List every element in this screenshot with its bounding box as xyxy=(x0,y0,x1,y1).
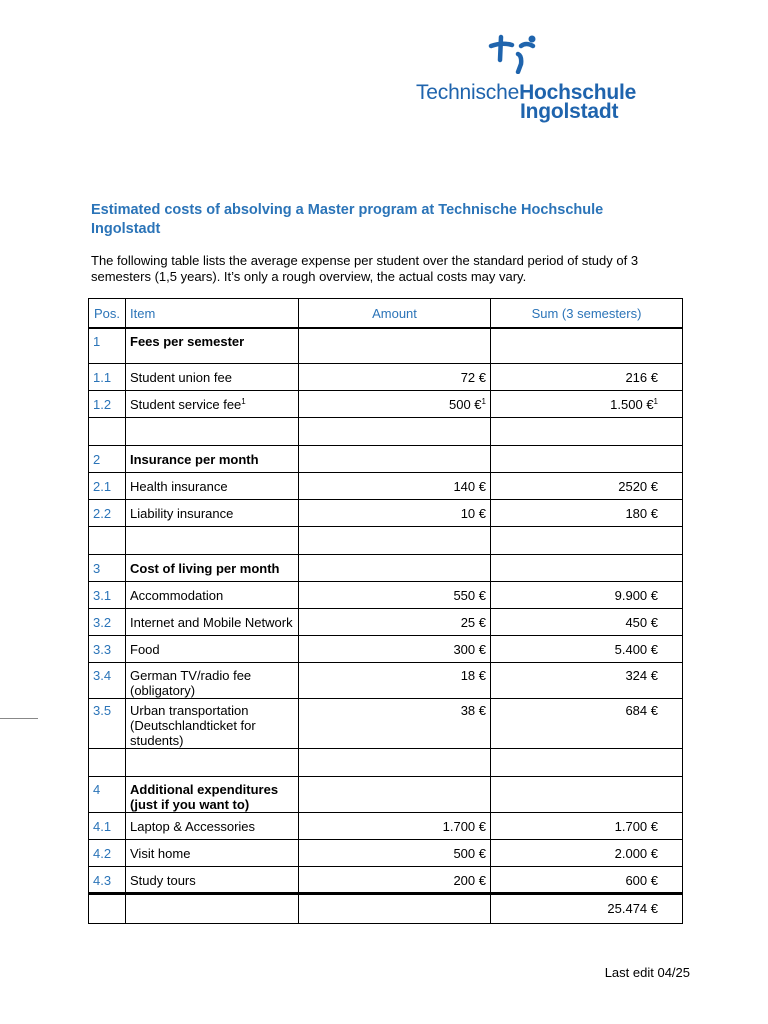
logo-word-hochschule: Hochschule xyxy=(519,81,637,104)
row-item: Internet and Mobile Network xyxy=(126,608,299,635)
table-row-blank xyxy=(89,748,683,776)
row-sum xyxy=(491,776,683,812)
row-item: German TV/radio fee (obligatory) xyxy=(126,662,299,698)
row-amount xyxy=(299,776,491,812)
table-row xyxy=(89,499,683,526)
row-pos: 3.1 xyxy=(89,581,126,608)
row-amount xyxy=(299,390,491,417)
row-pos: 1.2 xyxy=(89,390,126,417)
row-pos: 3.4 xyxy=(89,662,126,698)
header-item: Item xyxy=(126,299,299,329)
table-header-row xyxy=(89,299,683,329)
university-logo xyxy=(416,34,646,124)
row-pos: 2.2 xyxy=(89,499,126,526)
row-sum xyxy=(491,554,683,581)
table-row xyxy=(89,445,683,472)
row-sum: 180 € xyxy=(491,499,683,526)
table-row xyxy=(89,554,683,581)
table-row-blank xyxy=(89,526,683,554)
row-item: Liability insurance xyxy=(126,499,299,526)
row-amount: 500 € xyxy=(299,839,491,866)
total-sum: 25.474 € xyxy=(491,893,683,923)
row-amount: 200 € xyxy=(299,866,491,893)
table-row xyxy=(89,608,683,635)
table-row xyxy=(89,363,683,390)
row-sum: 5.400 € xyxy=(491,635,683,662)
row-amount xyxy=(299,554,491,581)
row-sum: 450 € xyxy=(491,608,683,635)
intro-paragraph: The following table lists the average expense per student over the standard period of study of 3 semesters (1,5 years). It’s only a rough overview, the actual costs may vary. xyxy=(91,253,639,284)
row-item: Additional expenditures (just if you want to) xyxy=(126,776,299,812)
row-amount xyxy=(299,328,491,363)
header-amount: Amount xyxy=(299,299,491,329)
row-sum xyxy=(491,390,683,417)
table-row-blank xyxy=(89,417,683,445)
table-row xyxy=(89,328,683,363)
row-amount: 550 € xyxy=(299,581,491,608)
document-title: Estimated costs of absolving a Master program at Technische Hochschule Ingolstadt xyxy=(91,202,604,237)
row-pos: 4.3 xyxy=(89,866,126,893)
row-item-text: Student service fee xyxy=(130,396,242,412)
row-item xyxy=(126,390,299,417)
footnote-marker: 1 xyxy=(241,396,246,406)
table-row xyxy=(89,635,683,662)
row-amount: 18 € xyxy=(299,662,491,698)
row-pos: 3 xyxy=(89,554,126,581)
row-item: Accommodation xyxy=(126,581,299,608)
logo-word-ingolstadt: Ingolstadt xyxy=(520,100,619,123)
table-row xyxy=(89,390,683,417)
row-amount xyxy=(299,445,491,472)
row-pos: 2 xyxy=(89,445,126,472)
row-pos: 1 xyxy=(89,328,126,363)
row-item: Urban transportation (Deutschlandticket for students) xyxy=(126,698,299,748)
row-sum xyxy=(491,445,683,472)
margin-marker xyxy=(0,718,38,719)
table-row xyxy=(89,776,683,812)
row-amount: 140 € xyxy=(299,472,491,499)
row-amount-text: 500 € xyxy=(449,396,482,412)
row-amount: 38 € xyxy=(299,698,491,748)
row-item: Cost of living per month xyxy=(126,554,299,581)
row-item: Fees per semester xyxy=(126,328,299,363)
thi-logo-icon xyxy=(488,34,538,74)
header-pos: Pos. xyxy=(89,299,126,329)
row-pos: 4.2 xyxy=(89,839,126,866)
row-pos: 4.1 xyxy=(89,812,126,839)
row-item: Health insurance xyxy=(126,472,299,499)
row-item: Visit home xyxy=(126,839,299,866)
table-row xyxy=(89,698,683,748)
total-row xyxy=(89,893,683,923)
logo-word-technische: Technische xyxy=(416,81,520,104)
row-sum: 1.700 € xyxy=(491,812,683,839)
row-sum xyxy=(491,328,683,363)
header-sum: Sum (3 semesters) xyxy=(491,299,683,329)
row-sum: 684 € xyxy=(491,698,683,748)
row-amount: 300 € xyxy=(299,635,491,662)
table-row xyxy=(89,581,683,608)
row-amount: 72 € xyxy=(299,363,491,390)
table-row xyxy=(89,866,683,893)
row-sum: 600 € xyxy=(491,866,683,893)
row-sum: 324 € xyxy=(491,662,683,698)
cost-table xyxy=(88,298,683,924)
row-item: Laptop & Accessories xyxy=(126,812,299,839)
table-row xyxy=(89,839,683,866)
row-pos: 1.1 xyxy=(89,363,126,390)
row-sum: 9.900 € xyxy=(491,581,683,608)
row-pos: 4 xyxy=(89,776,126,812)
row-item: Insurance per month xyxy=(126,445,299,472)
row-item: Student union fee xyxy=(126,363,299,390)
row-amount: 1.700 € xyxy=(299,812,491,839)
row-pos: 2.1 xyxy=(89,472,126,499)
footnote-marker: 1 xyxy=(481,396,486,406)
row-amount: 10 € xyxy=(299,499,491,526)
row-sum: 2.000 € xyxy=(491,839,683,866)
row-amount: 25 € xyxy=(299,608,491,635)
row-sum: 2520 € xyxy=(491,472,683,499)
row-item: Study tours xyxy=(126,866,299,893)
footnote-marker: 1 xyxy=(653,396,658,406)
last-edit-note: Last edit 04/25 xyxy=(604,965,690,980)
table-row xyxy=(89,472,683,499)
row-pos: 3.5 xyxy=(89,698,126,748)
table-row xyxy=(89,812,683,839)
row-sum: 216 € xyxy=(491,363,683,390)
row-pos: 3.2 xyxy=(89,608,126,635)
row-sum-text: 1.500 € xyxy=(610,396,654,412)
row-item: Food xyxy=(126,635,299,662)
row-pos: 3.3 xyxy=(89,635,126,662)
table-row xyxy=(89,662,683,698)
